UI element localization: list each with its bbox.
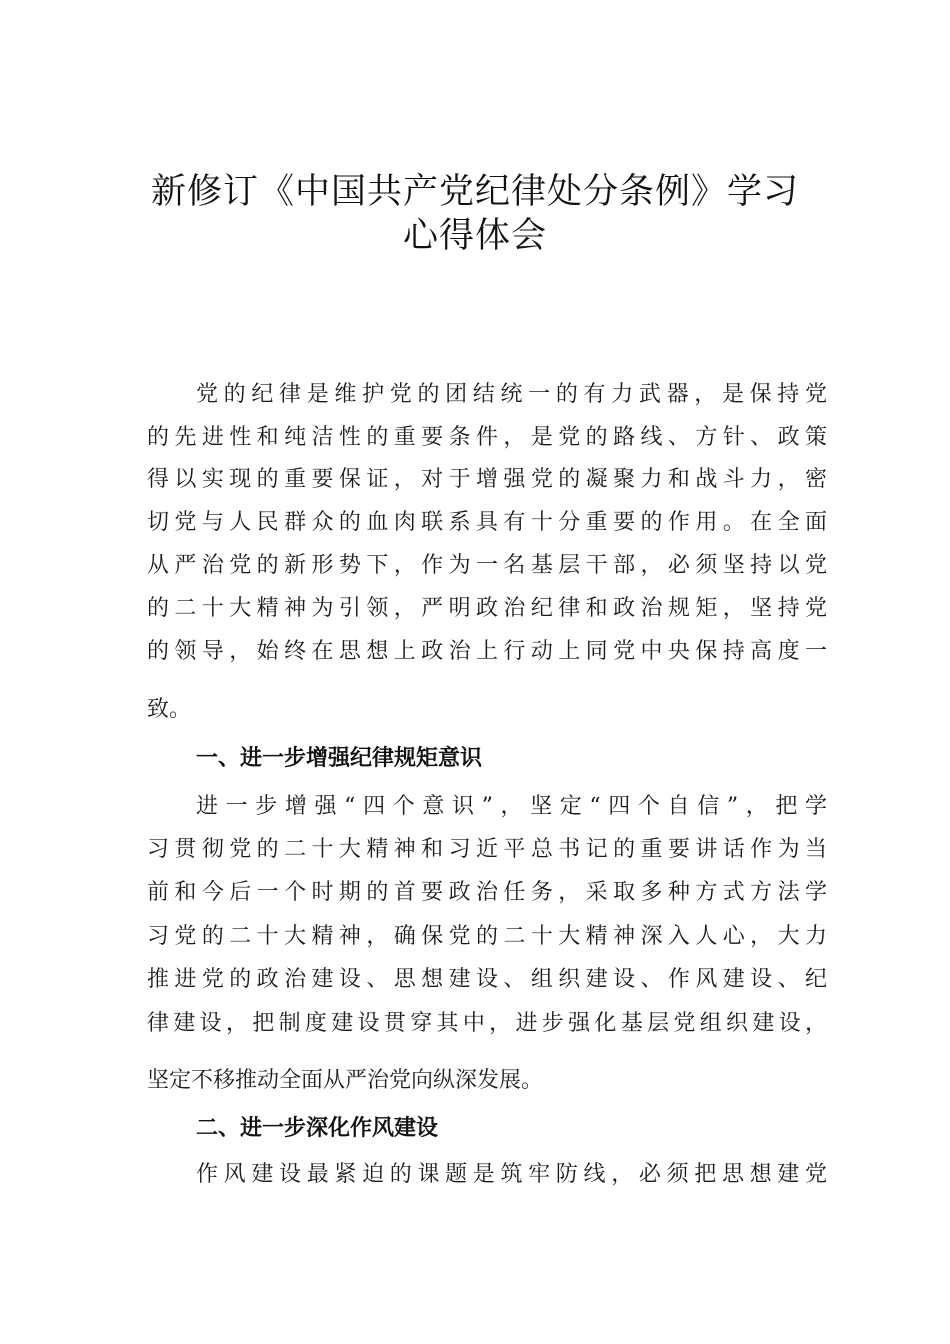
paragraph-3-line: 作风建设最紧迫的课题是筑牢防线，必须把思想建党 <box>196 1162 827 1187</box>
paragraph-1-line: 的领导，始终在思想上政治上行动上同党中央保持高度一 <box>147 639 827 664</box>
paragraph-1-line: 从严治党的新形势下，作为一名基层干部，必须坚持以党 <box>147 553 827 578</box>
paragraph-1-line: 党的纪律是维护党的团结统一的有力武器，是保持党 <box>196 382 827 407</box>
paragraph-2-line: 习党的二十大精神，确保党的二十大精神深入人心，大力 <box>147 924 827 949</box>
paragraph-2-line: 律建设，把制度建设贯穿其中，进步强化基层党组织建设， <box>147 1011 827 1036</box>
paragraph-2-line: 坚定不移推动全面从严治党向纵深发展。 <box>147 1068 544 1093</box>
paragraph-1-line: 切党与人民群众的血肉联系具有十分重要的作用。在全面 <box>147 510 827 535</box>
paragraph-2-line: 进一步增强“四个意识”，坚定“四个自信”，把学 <box>196 794 827 819</box>
paragraph-1-line: 得以实现的重要保证，对于增强党的凝聚力和战斗力，密 <box>147 467 827 492</box>
document-title-line-1: 新修订《中国共产党纪律处分条例》学习 <box>150 172 799 212</box>
paragraph-2-line: 习贯彻党的二十大精神和习近平总书记的重要讲话作为当 <box>147 837 827 862</box>
paragraph-2-line: 前和今后一个时期的首要政治任务，采取多种方式方法学 <box>147 880 827 905</box>
section-heading-1: 一、进一步增强纪律规矩意识 <box>196 746 483 771</box>
paragraph-1-line: 的二十大精神为引领，严明政治纪律和政治规矩，坚持党 <box>147 596 827 621</box>
document-title-line-2: 心得体会 <box>402 216 547 256</box>
section-heading-2: 二、进一步深化作风建设 <box>196 1116 439 1141</box>
paragraph-1-line: 的先进性和纯洁性的重要条件，是党的路线、方针、政策 <box>147 425 827 450</box>
paragraph-1-line: 致。 <box>147 697 192 722</box>
paragraph-2-line: 推进党的政治建设、思想建设、组织建设、作风建设、纪 <box>147 967 827 992</box>
